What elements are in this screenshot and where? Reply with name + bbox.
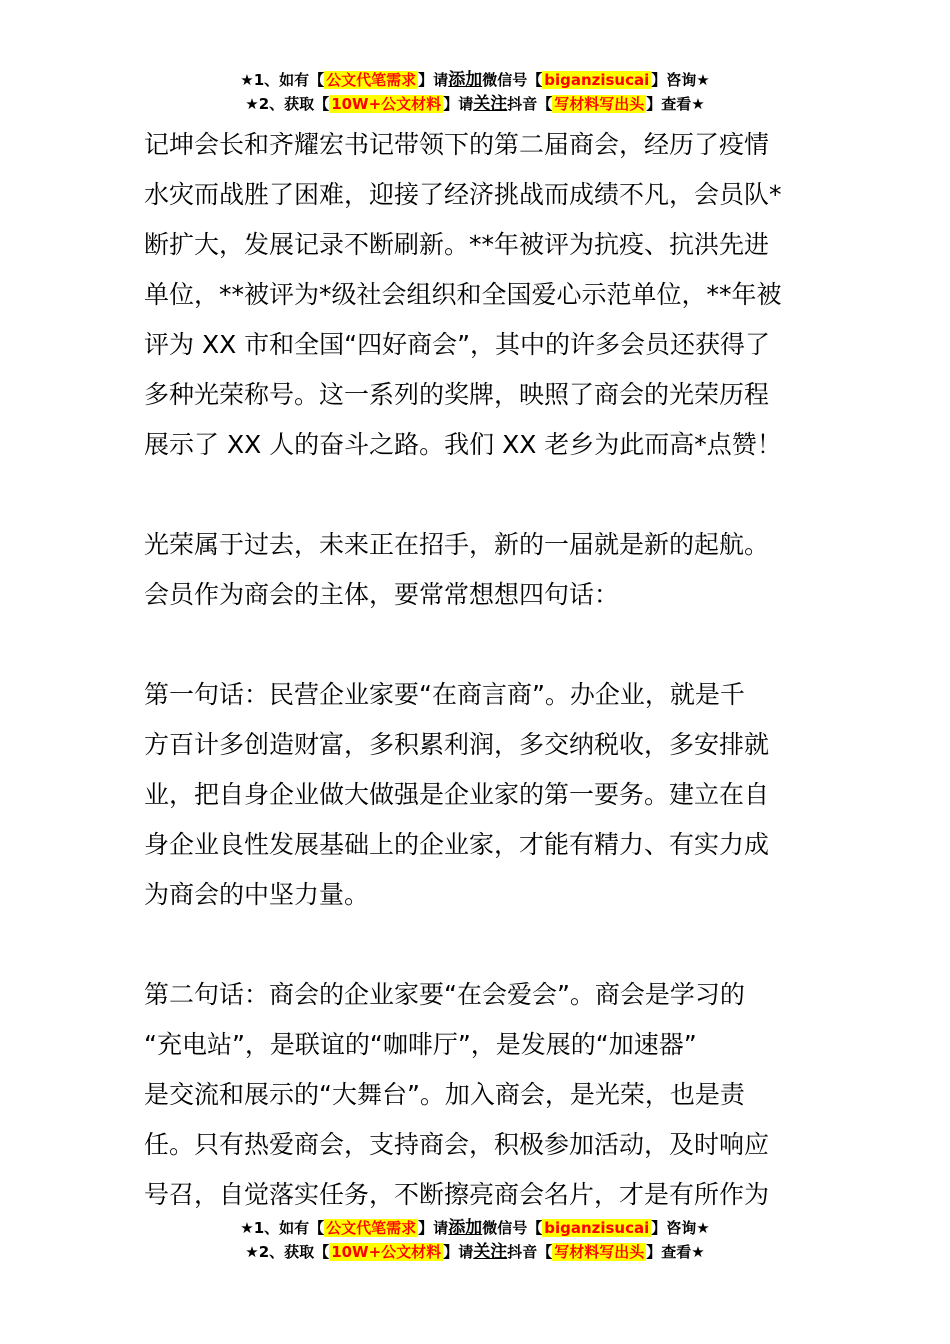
paragraph-4-line: “充电站”，是联谊的“咖啡厅”，是发展的“加速器” <box>144 1030 697 1059</box>
paragraph-4-line: 第二句话：商会的企业家要“在会爱会”。商会是学习的 <box>144 980 745 1009</box>
promo-banner-bottom <box>0 1216 950 1264</box>
promo-line-2: ★2、获取【 10W+公文材料 】请关注抖音【 写材料写出头 】查看★ <box>245 94 705 114</box>
paragraph-1-line: 展示了 XX 人的奋斗之路。我们 XX 老乡为此而高*点赞！ <box>144 430 782 459</box>
paragraph-1-line: 断扩大，发展记录不断刷新。**年被评为抗疫、抗洪先进 <box>144 230 770 259</box>
paragraph-2-line: 会员作为商会的主体，要常常想想四句话： <box>144 580 620 609</box>
promo-line-1: ★1、如有【 公文代笔需求 】请添加微信号【 biganzisucai 】咨询★ <box>240 70 710 90</box>
highlight-materials: 10W+公文材料 <box>331 1243 442 1261</box>
highlight-wechat-id: biganzisucai <box>544 71 650 89</box>
paragraph-1-line: 水灾而战胜了困难，迎接了经济挑战而成绩不凡，会员队* <box>144 180 782 209</box>
highlight-douyin-account: 写材料写出头 <box>554 95 645 113</box>
document-body <box>144 120 812 1220</box>
paragraph-2-line: 光荣属于过去，未来正在招手，新的一届就是新的起航。 <box>144 530 770 559</box>
paragraph-1-line: 多种光荣称号。这一系列的奖牌，映照了商会的光荣历程 <box>144 380 770 409</box>
paragraph-3-line: 业，把自身企业做大做强是企业家的第一要务。建立在自 <box>144 780 770 809</box>
paragraph-1-line: 单位，**被评为*级社会组织和全国爱心示范单位，**年被 <box>144 280 782 309</box>
paragraph-3-line: 方百计多创造财富，多积累利润，多交纳税收，多安排就 <box>144 730 770 759</box>
paragraph-3-line: 身企业良性发展基础上的企业家，才能有精力、有实力成 <box>144 830 770 859</box>
paragraph-1-line: 记坤会长和齐耀宏书记带领下的第二届商会，经历了疫情 <box>144 130 770 159</box>
promo-line-1: ★1、如有【 公文代笔需求 】请添加微信号【 biganzisucai 】咨询★ <box>240 1218 710 1238</box>
promo-line-2: ★2、获取【 10W+公文材料 】请关注抖音【 写材料写出头 】查看★ <box>245 1242 705 1262</box>
highlight-service: 公文代笔需求 <box>326 1219 417 1237</box>
promo-banner-top <box>0 68 950 116</box>
paragraph-3-line: 为商会的中坚力量。 <box>144 880 370 909</box>
highlight-service: 公文代笔需求 <box>326 71 417 89</box>
highlight-materials: 10W+公文材料 <box>331 95 442 113</box>
paragraph-4-line: 任。只有热爱商会，支持商会，积极参加活动，及时响应 <box>144 1130 770 1159</box>
paragraph-4-line: 号召，自觉落实任务，不断擦亮商会名片，才是有所作为 <box>144 1180 770 1209</box>
paragraph-3-line: 第一句话：民营企业家要“在商言商”。办企业，就是千 <box>144 680 745 709</box>
highlight-douyin-account: 写材料写出头 <box>554 1243 645 1261</box>
paragraph-4-line: 是交流和展示的“大舞台”。加入商会，是光荣，也是责 <box>144 1080 745 1109</box>
highlight-wechat-id: biganzisucai <box>544 1219 650 1237</box>
paragraph-1-line: 评为 XX 市和全国“四好商会”，其中的许多会员还获得了 <box>144 330 771 359</box>
